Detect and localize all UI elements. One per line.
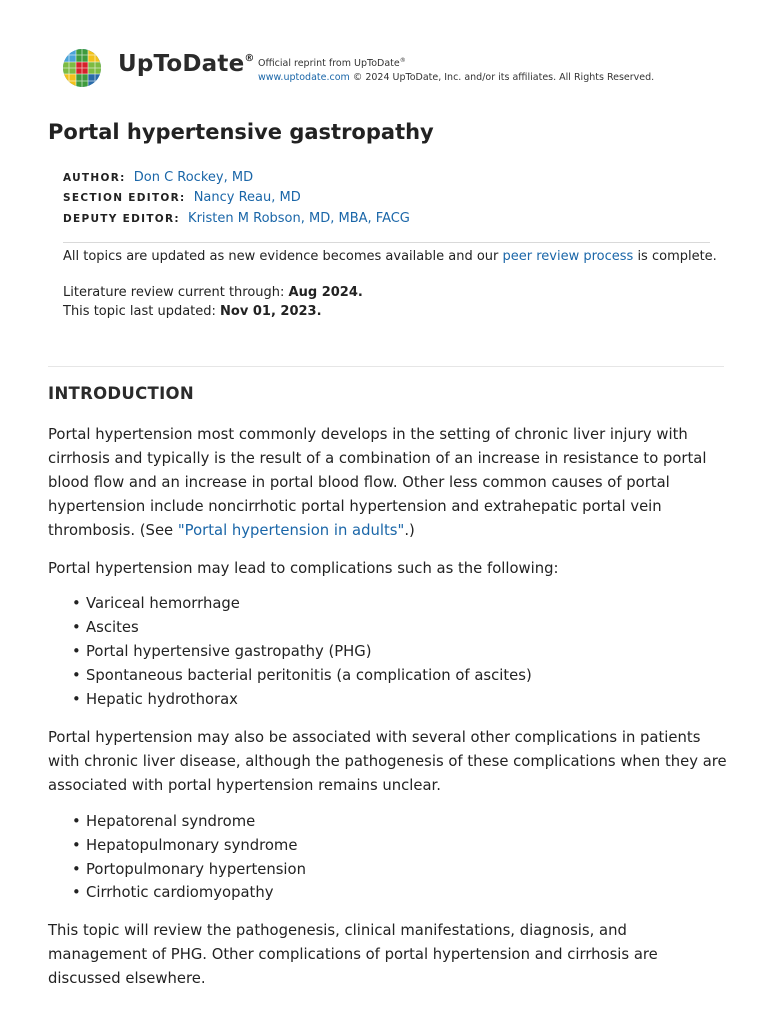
paragraph: Portal hypertension may lead to complications such as the following: (48, 559, 559, 577)
section-editor-link[interactable]: Nancy Reau, MD (193, 190, 301, 206)
site-link[interactable]: www.uptodate.com (258, 72, 350, 84)
reprint-notice (258, 54, 654, 85)
list-item: • Spontaneous bacterial peritonitis (a complication of ascites) (86, 664, 728, 688)
complications-list (48, 592, 728, 712)
page-header (62, 48, 742, 90)
article-body (48, 423, 728, 1005)
author-link[interactable]: Don C Rockey, MD (133, 170, 254, 185)
review-date: Aug 2024. (288, 285, 363, 300)
brand-registered: ® (244, 53, 255, 64)
section-divider (48, 366, 724, 367)
deputy-editor-link[interactable]: Kristen M Robson, MD, MBA, FACG (188, 210, 410, 226)
portal-hypertension-link[interactable]: "Portal hypertension in adults" (177, 521, 405, 539)
reprint-registered: ® (399, 57, 406, 64)
brand-name (118, 51, 255, 77)
credit-label: DEPUTY EDITOR: (63, 212, 180, 225)
page-title: Portal hypertensive gastropathy (48, 120, 434, 144)
divider (63, 242, 710, 243)
updated-date: Nov 01, 2023. (220, 304, 322, 319)
list-item: • Portal hypertensive gastropathy (PHG) (86, 640, 728, 664)
list-item: • Ascites (86, 616, 728, 640)
credit-label: AUTHOR: (63, 172, 126, 184)
notice-text: All topics are updated as new evidence becomes available and our (63, 249, 503, 264)
topic-dates (63, 283, 363, 321)
credit-deputy-editor (63, 209, 410, 229)
uptodate-logo-icon (62, 48, 102, 88)
copyright-text: © 2024 UpToDate, Inc. and/or its affiliates. All Rights Reserved. (352, 72, 655, 84)
review-label: Literature review current through: (63, 285, 289, 300)
paragraph-text: Portal hypertension most commonly develops in the setting of chronic liver injury with cirrhosis and typically is the result of a combination of an increase in resistance to portal blood flow and an increase in portal blood flow. Other less common causes of portal hypertension include noncirrhotic portal hypertension and extrahepatic portal vein thrombosis. (See (48, 426, 707, 539)
list-item: • Hepatopulmonary syndrome (86, 834, 728, 858)
list-item: • Portopulmonary hypertension (86, 858, 728, 882)
reprint-line: Official reprint from UpToDate (258, 58, 400, 70)
credits-block (63, 168, 410, 229)
paragraph (48, 423, 728, 543)
credit-section-editor (63, 188, 410, 208)
list-item: • Cirrhotic cardiomyopathy (86, 881, 728, 905)
list-item: • Variceal hemorrhage (86, 592, 728, 616)
brand-text: UpToDate (118, 51, 245, 77)
list-item: • Hepatic hydrothorax (86, 688, 728, 712)
paragraph: Portal hypertension may also be associated with several other complications in patients with chronic liver disease, although the pathogenesis of these complications when they are associated with portal hypertension remains unclear. (48, 728, 727, 794)
update-notice (63, 249, 717, 264)
credit-label: SECTION EDITOR: (63, 192, 186, 205)
section-heading: INTRODUCTION (48, 384, 194, 403)
paragraph: This topic will review the pathogenesis, clinical manifestations, diagnosis, and management of PHG. Other complications of portal hypertension and cirrhosis are discussed elsewhere. (48, 922, 658, 988)
paragraph-text-end: .) (404, 521, 415, 539)
other-complications-list (48, 810, 728, 906)
peer-review-link[interactable]: peer review process (502, 249, 634, 264)
notice-text-end: is complete. (633, 249, 717, 264)
list-item: • Hepatorenal syndrome (86, 810, 728, 834)
updated-label: This topic last updated: (63, 304, 221, 319)
credit-author (63, 168, 410, 188)
